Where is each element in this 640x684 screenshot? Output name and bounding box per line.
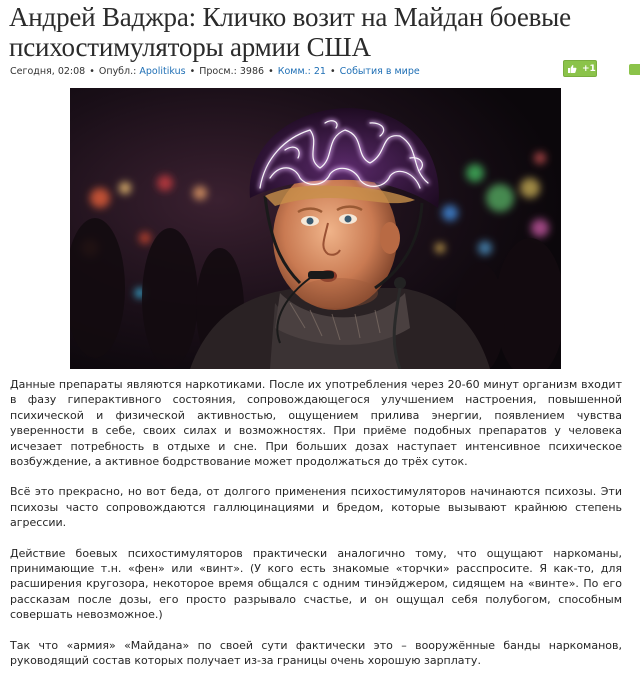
meta-separator: •: [329, 66, 336, 77]
published-label: Опубл.:: [98, 66, 137, 77]
article-paragraph: Так что «армия» «Майдана» по своей сути фактически это – вооружённые банды наркоманов, руководящий состав которых получает из-за границы очень хорошую зарплату.: [10, 638, 622, 668]
views-count: 3986: [239, 66, 265, 77]
publish-date: Сегодня, 02:08: [10, 66, 86, 77]
photo-illustration: [70, 88, 561, 369]
views-label: Просм.:: [199, 66, 237, 77]
article-title: Андрей Ваджра: Кличко возит на Майдан боевые психостимуляторы армии США: [9, 2, 571, 62]
article-paragraph: Действие боевых психостимуляторов практически аналогично тому, что ощущают наркоманы, принимающие т.н. «фен» или «винт». (У кого есть знакомые «торчки» расспросите. Я как-то, для расширения кругозора, некоторое время общался с одним тинэйджером, сидящем на «винте». По его рассказам после дозы, его просто разрывало счастье, и он ощущал себя полубогом, способным совершать невозможное.): [10, 546, 622, 622]
side-widget-tab[interactable]: [629, 64, 640, 75]
article-photo: [70, 88, 561, 369]
article-paragraph: Данные препараты являются наркотиками. После их употребления через 20-60 минут организм входит в фазу гиперактивного состояния, сопровождающегося улучшением настроения, повышенной психической и физической активностью, ощущением прилива энергии, появлением чувства уверенности в себе, своих силах и возможностях. При приёме подобных препаратов у человека исчезает потребность в отдыхе и сне. При больших дозах наступает интенсивное психическое возбуждение, а активное бодрствование может продолжаться до трёх суток.: [10, 378, 622, 469]
comments-link[interactable]: Комм.: 21: [277, 66, 326, 77]
article-meta: [10, 66, 420, 78]
article-body: [10, 377, 622, 684]
thumb-up-icon: [567, 64, 577, 74]
vote-count: +1: [582, 63, 596, 74]
meta-separator: •: [189, 66, 196, 77]
meta-separator: •: [268, 66, 274, 77]
meta-separator: •: [89, 66, 95, 77]
author-link[interactable]: Apolitikus: [139, 66, 186, 77]
category-link[interactable]: События в мире: [339, 66, 420, 77]
article-paragraph: Всё это прекрасно, но вот беда, от долгого применения психостимуляторов начинаются психозы. Эти психозы часто сопровождаются галлюцинациями и бредом, которые вызывают крайнюю степень агрессии.: [10, 485, 622, 530]
vote-button[interactable]: [563, 60, 597, 77]
